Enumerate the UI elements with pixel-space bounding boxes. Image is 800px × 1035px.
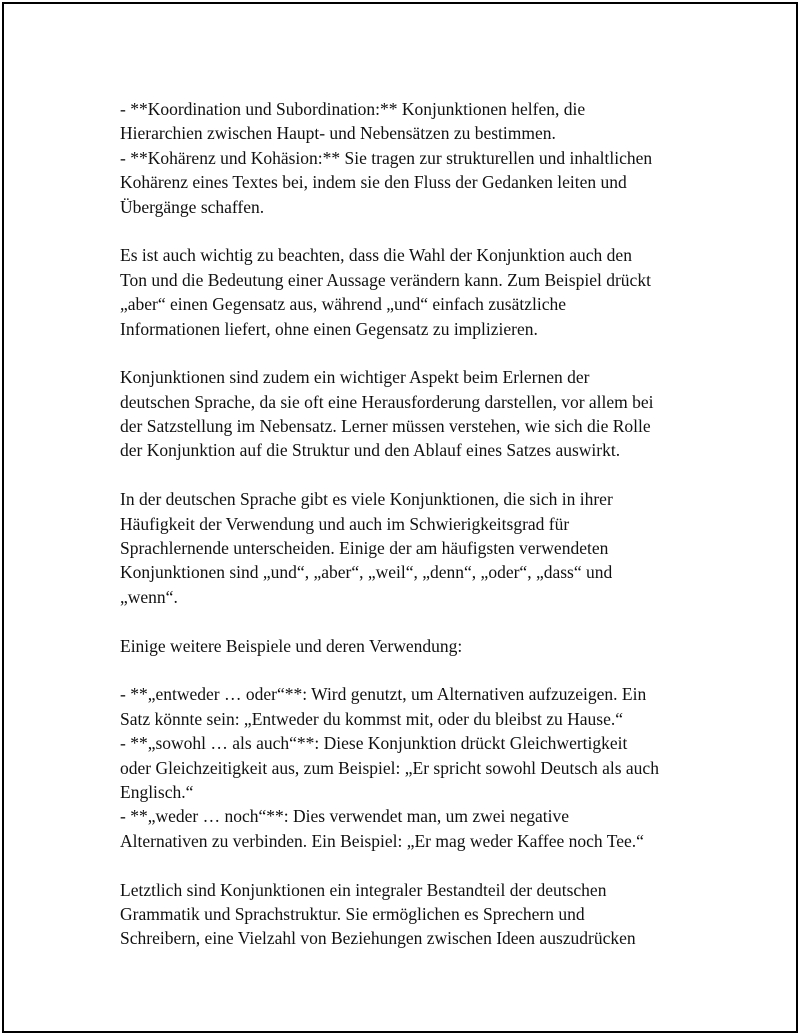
- text-line: „aber“ einen Gegensatz aus, während „und“ einfach zusätzliche: [120, 294, 567, 315]
- text-line: Schreibern, eine Vielzahl von Beziehungen zwischen Ideen auszudrücken: [120, 928, 636, 949]
- paragraph-gap: [120, 609, 695, 633]
- text-line: - **Kohärenz und Kohäsion:** Sie tragen zur strukturellen und inhaltlichen: [120, 147, 653, 168]
- text-line: „wenn“.: [120, 586, 178, 607]
- text-line: - **„entweder … oder“**: Wird genutzt, um Alternativen aufzuzeigen. Ein: [120, 684, 647, 705]
- document-body: [120, 97, 695, 951]
- text-line: Englisch.“: [120, 781, 194, 802]
- text-line: Informationen liefert, ohne einen Gegensatz zu implizieren.: [120, 318, 538, 339]
- text-line: Einige weitere Beispiele und deren Verwendung:: [120, 635, 463, 656]
- paragraph-conjunction-choice: [120, 243, 695, 341]
- text-line: der Konjunktion auf die Struktur und den Ablauf eines Satzes auswirkt.: [120, 440, 621, 461]
- text-line: - **„sowohl … als auch“**: Diese Konjunktion drückt Gleichwertigkeit: [120, 733, 628, 754]
- paragraph-gap: [120, 853, 695, 877]
- text-line: Konjunktionen sind zudem ein wichtiger Aspekt beim Erlernen der: [120, 367, 590, 388]
- page-frame: [2, 2, 798, 1033]
- text-line: - **Koordination und Subordination:** Konjunktionen helfen, die: [120, 99, 586, 119]
- text-line: Alternativen zu verbinden. Ein Beispiel: „Er mag weder Kaffee noch Tee.“: [120, 830, 644, 851]
- paragraph-coordination-coherence: [120, 97, 695, 219]
- text-line: Es ist auch wichtig zu beachten, dass die Wahl der Konjunktion auch den: [120, 245, 632, 266]
- text-line: Sprachlernende unterscheiden. Einige der am häufigsten verwendeten: [120, 538, 609, 559]
- text-line: Grammatik und Sprachstruktur. Sie ermöglichen es Sprechern und: [120, 903, 585, 924]
- text-line: deutschen Sprache, da sie oft eine Herausforderung darstellen, vor allem bei: [120, 391, 654, 412]
- text-line: Häufigkeit der Verwendung und auch im Schwierigkeitsgrad für: [120, 513, 570, 534]
- text-line: Konjunktionen sind „und“, „aber“, „weil“, „denn“, „oder“, „dass“ und: [120, 562, 613, 583]
- paragraph-examples-intro: [120, 634, 695, 658]
- text-line: - **„weder … noch“**: Dies verwendet man, um zwei negative: [120, 806, 570, 827]
- text-line: Hierarchien zwischen Haupt- und Nebensätzen zu bestimmen.: [120, 123, 556, 144]
- paragraph-gap: [120, 219, 695, 243]
- paragraph-gap: [120, 658, 695, 682]
- paragraph-learning-aspect: [120, 365, 695, 463]
- paragraph-gap: [120, 463, 695, 487]
- paragraph-frequent-conjunctions: [120, 487, 695, 609]
- text-line: Übergänge schaffen.: [120, 196, 265, 217]
- text-line: oder Gleichzeitigkeit aus, zum Beispiel: „Er spricht sowohl Deutsch als auch: [120, 757, 659, 778]
- text-line: In der deutschen Sprache gibt es viele Konjunktionen, die sich in ihrer: [120, 489, 613, 510]
- text-line: Letztlich sind Konjunktionen ein integraler Bestandteil der deutschen: [120, 879, 607, 900]
- paragraph-examples-list: [120, 682, 695, 853]
- text-line: Ton und die Bedeutung einer Aussage verändern kann. Zum Beispiel drückt: [120, 269, 651, 290]
- text-line: Satz könnte sein: „Entweder du kommst mit, oder du bleibst zu Hause.“: [120, 708, 624, 729]
- text-line: Kohärenz eines Textes bei, indem sie den Fluss der Gedanken leiten und: [120, 172, 627, 193]
- paragraph-conclusion: [120, 878, 695, 951]
- text-line: der Satzstellung im Nebensatz. Lerner müssen verstehen, wie sich die Rolle: [120, 416, 651, 437]
- paragraph-gap: [120, 341, 695, 365]
